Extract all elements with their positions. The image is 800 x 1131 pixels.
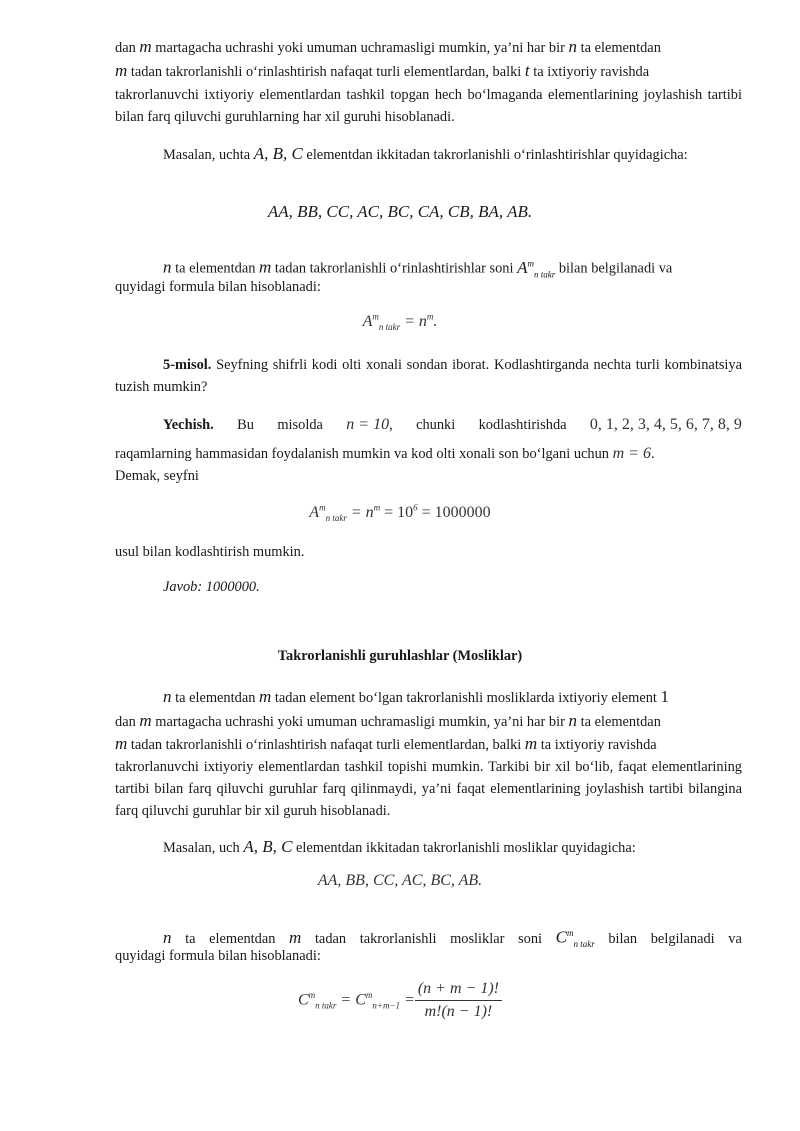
text: ta elementdan [171,260,260,277]
sub: n takr [325,513,347,524]
sup: m [372,312,379,322]
para3-line2: quyidagi formula bilan hisoblanadi: [115,279,321,295]
eq: = C [336,991,366,1009]
para1-line2 [115,60,742,83]
sym: A [362,313,373,331]
n-eq: n = 10 [346,416,390,433]
math-var: n [163,927,172,947]
sup: m [308,990,316,1001]
sym: C [298,991,309,1009]
n-eq-wrap: n = 10, [346,416,393,433]
text: Bu [237,417,254,433]
text: elementdan [209,930,276,947]
solution-line3: Demak, seyfni [115,468,199,484]
sup: 6 [413,503,418,513]
text: dan [115,714,140,730]
math-var: n [163,257,172,277]
formula [298,990,415,1011]
sup: m [365,990,373,1001]
sym: C [555,927,567,947]
para6-line2: quyidagi formula bilan hisoblanadi: [115,948,321,964]
formula-arrangements [0,312,800,333]
mid: = n [346,504,374,522]
para1-rest: takrorlanuvchi ixtiyoriy elementlardan tashkil topgan hech bo‘lmaganda elementlarining joylashish tartibi bilan farq qiluvchi guruhlarning har xil guruhi hisoblanadi. [115,87,742,125]
solution-after: usul bilan kodlashtirish mumkin. [115,544,305,560]
text: belgilanadi [650,930,715,947]
para1-line1 [115,36,742,59]
denominator: m!(n − 1)! [424,1003,493,1020]
example-label: 5-misol. [163,357,212,373]
text: raqamlarning hammasidan foydalanish mumkin va kod olti xonali son bo‘lgani uchun [115,446,613,462]
math-symbol [517,257,556,280]
text: bilan [608,930,638,947]
digits: 0, 1, 2, 3, 4, 5, 6, 7, 8, 9 [589,416,742,433]
m-eq: m = 6 [612,445,651,462]
text: dan [115,40,140,56]
text: tadan takrorlanishli o‘rinlashtirish nafaqat turli elementlardan, balki [127,64,525,80]
para4-line3 [115,733,742,756]
sym: A [309,504,320,522]
sub: n takr [573,939,595,950]
text: tadan element bo‘lgan takrorlanishli mosliklarda ixtiyoriy element [271,690,661,706]
text: ta elementdan [576,714,661,730]
text: kodlashtirishda [478,417,567,433]
text: soni [518,930,543,947]
sub: n takr [315,1000,337,1011]
solution-line2 [115,443,742,465]
text: ta elementdan [576,40,661,56]
example-5 [115,354,742,398]
text: tadan takrorlanishli o‘rinlashtirishlar soni [271,260,518,277]
math-var: m [139,711,152,730]
eq: = [400,991,415,1009]
end: = 1000000 [417,504,491,522]
math-var: t [524,61,530,80]
text: Masalan, uchta [163,147,254,163]
sup: m [373,503,381,513]
arrangements-list: AA, BB, CC, AC, BC, CA, CB, BA, AB. [267,202,533,221]
text: Masalan, uch [163,840,244,856]
sup: m [426,312,434,322]
para5-line [163,836,742,859]
sub: n takr [378,322,401,333]
numerator: (n + m − 1)! [415,980,502,1001]
math-var: m [259,687,272,706]
para4-line1 [163,686,742,709]
para5-list-line [0,872,800,890]
math-var: m [115,734,128,753]
example-text: Seyfning shifrli kodi olti xonali sondan iborat. Kodlashtirganda nechta turli kombinatsiya tuzish mumkin? [115,357,742,395]
answer: Javob: 1000000. [163,579,260,595]
end: . [433,313,438,331]
math-var: m [115,61,128,80]
text: chunki [416,417,456,433]
math-var: m [139,37,152,56]
math-var: m [524,734,538,753]
formula [309,503,491,524]
text: martagacha uchrashi yoki umuman uchramasligi mumkin, ya’ni har bir [151,714,569,730]
text: martagacha uchrashi yoki umuman uchramasligi mumkin, ya’ni har bir [151,40,569,56]
combinations-list: AA, BB, CC, AC, BC, AB. [317,872,483,889]
rhs: = n [400,313,427,331]
para2 [115,143,742,166]
section-heading: Takrorlanishli guruhlashlar (Mosliklar) [277,648,523,664]
text: ta ixtiyoriy ravishda [529,64,650,80]
text: ta [185,930,196,947]
solution-label: Yechish. [163,417,214,433]
math-var: m [289,927,302,947]
math-var: n [568,711,577,730]
text: . [650,446,655,462]
sup: m [566,928,574,938]
solution-line1 [163,414,742,436]
mid: = 10 [380,504,414,522]
math-var: n [568,37,577,56]
text: bilan belgilanadi va [555,260,673,277]
text: elementdan ikkitadan takrorlanishli mosliklar quyidagicha: [292,840,636,856]
text: ta elementdan [171,690,260,706]
para2-list-line [0,202,800,222]
math-set: A, B, C [253,144,303,163]
text: tadan [314,930,347,947]
math-var: m [259,257,272,277]
sub: n+m−1 [372,1000,401,1011]
math-set: A, B, C [243,837,293,856]
text: tadan takrorlanishli o‘rinlashtirish nafaqat turli elementlardan, balki [127,737,525,753]
sub: n takr [533,269,556,280]
text: va [728,930,742,947]
sup: m [319,503,326,513]
text: mosliklar [450,930,505,947]
fraction [415,980,502,1021]
formula [362,312,438,333]
para4-line2 [115,710,742,733]
solution-formula [0,503,800,524]
text: takrorlanishli [359,930,437,947]
formula-combinations [0,980,800,1021]
sup: m [527,258,534,268]
para4-rest: takrorlanuvchi ixtiyoriy elementlardan tashkil topishi mumkin. Tarkibi bir xil bo‘lib, faqat elementlarining tartibi bilan farq qiluvchi guruhlar farq qilinmaydi, ya’ni faqat elementlarining joylashish tartibi bilangina farq qiluvchi guruhlar bir xil guruh hisoblanadi. [115,759,742,819]
text: misolda [277,417,323,433]
sym: A [517,257,528,277]
text: elementdan ikkitadan takrorlanishli o‘rinlashtirishlar quyidagicha: [302,147,688,163]
text: ta ixtiyoriy ravishda [537,737,657,753]
math-num: 1 [660,687,670,706]
math-var: n [163,687,172,706]
